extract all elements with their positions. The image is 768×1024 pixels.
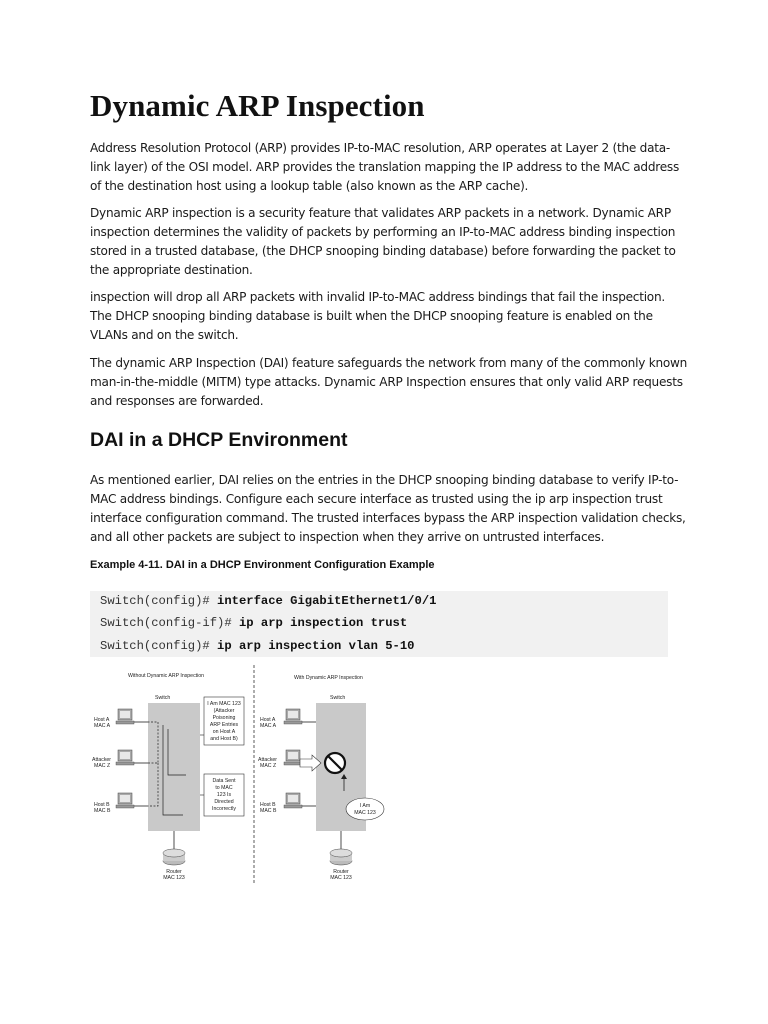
router-mac: MAC 123	[330, 875, 352, 881]
computer-icon	[284, 750, 302, 765]
host-a-mac: MAC A	[94, 723, 111, 729]
code-block	[90, 591, 668, 657]
poison-callout-line: I Am MAC 123	[207, 701, 241, 707]
data-callout-line: to MAC	[215, 785, 233, 791]
host-b-mac: MAC B	[260, 808, 277, 814]
code-line	[100, 591, 436, 611]
code-prompt: Switch(config)#	[100, 594, 218, 608]
router-icon	[163, 849, 185, 865]
code-prompt: Switch(config-if)#	[100, 616, 239, 630]
switch-label: Switch	[155, 695, 171, 701]
attacker-mac: MAC Z	[94, 763, 111, 769]
attacker-name: Attacker	[92, 757, 112, 763]
speech-bubble	[346, 798, 384, 820]
data-callout-line: Directed	[214, 799, 234, 805]
data-callout-line: 123 Is	[216, 792, 232, 798]
code-line	[100, 613, 407, 633]
attacker-name: Attacker	[258, 757, 278, 763]
host-a-mac: MAC A	[260, 723, 277, 729]
router-name: Router	[333, 869, 349, 875]
host-a-name: Host A	[94, 717, 110, 723]
bubble-line: MAC 123	[354, 810, 376, 816]
page-title: Dynamic ARP Inspection	[90, 88, 425, 123]
paragraph-arp-intro: Address Resolution Protocol (ARP) provides IP-to-MAC resolution, ARP operates at Layer 2 (the data-link layer) of the OSI model. ARP provides the translation mapping the IP address to the MAC address of the destination host using a lookup table (also known as the ARP cache).	[90, 141, 680, 193]
paragraph-dai-drop: inspection will drop all ARP packets with invalid IP-to-MAC address bindings that fail the inspection. The DHCP snooping binding database is built when the DHCP snooping feature is enabled on the VLANs and on the switch.	[90, 290, 665, 342]
host-a-name: Host A	[260, 717, 276, 723]
right-panel-title: With Dynamic ARP Inspection	[294, 675, 363, 681]
poison-callout-line: (Attacker	[213, 708, 235, 714]
attacker-mac: MAC Z	[260, 763, 277, 769]
computer-icon	[284, 793, 302, 808]
poison-callout-line: Poisoning	[212, 715, 236, 721]
data-callout-line: Data Sent	[212, 778, 236, 784]
poison-callout-line: and Host B)	[210, 736, 238, 742]
computer-icon	[116, 709, 134, 724]
paragraph-dai-definition: Dynamic ARP inspection is a security feature that validates ARP packets in a network. Dynamic ARP inspection determines the validity of packets by performing an IP-to-MAC address binding inspection stored in a trusted database, (the DHCP snooping binding database) before forwarding the packet to the appropriate destination.	[90, 206, 676, 277]
computer-icon	[284, 709, 302, 724]
code-command: interface GigabitEthernet1/0/1	[217, 594, 437, 608]
router-name: Router	[166, 869, 182, 875]
left-panel-title: Without Dynamic ARP Inspection	[128, 673, 205, 679]
poison-callout-line: ARP Entries	[209, 722, 239, 728]
example-caption: Example 4-11. DAI in a DHCP Environment Configuration Example	[90, 559, 435, 571]
paragraph-dai-dhcp: As mentioned earlier, DAI relies on the entries in the DHCP snooping binding database to verify IP-to-MAC address bindings. Configure each secure interface as trusted using the ip arp inspection trust interface configuration command. The trusted interfaces bypass the ARP inspection validation checks, and all other packets are subject to inspection when they arrive on untrusted interfaces.	[90, 473, 686, 544]
poison-callout-line: on Host A	[212, 729, 236, 735]
bubble-line: I Am	[359, 803, 371, 809]
code-line	[100, 636, 415, 656]
data-callout-line: Incorrectly	[212, 806, 236, 812]
router-mac: MAC 123	[163, 875, 185, 881]
computer-icon	[116, 793, 134, 808]
prohibited-icon	[325, 753, 345, 773]
code-prompt: Switch(config)#	[100, 639, 218, 653]
host-b-mac: MAC B	[94, 808, 111, 814]
code-command: ip arp inspection vlan 5-10	[217, 639, 415, 653]
section-heading: DAI in a DHCP Environment	[90, 429, 348, 451]
paragraph-dai-mitm: The dynamic ARP Inspection (DAI) feature safeguards the network from many of the commonly known man-in-the-middle (MITM) type attacks. Dynamic ARP Inspection ensures that only valid ARP requests and responses are forwarded.	[90, 356, 688, 408]
switch-label: Switch	[330, 695, 346, 701]
router-icon	[330, 849, 352, 865]
host-b-name: Host B	[94, 802, 110, 808]
host-b-name: Host B	[260, 802, 276, 808]
computer-icon	[116, 750, 134, 765]
code-command: ip arp inspection trust	[238, 616, 408, 630]
dai-diagram	[88, 665, 422, 885]
